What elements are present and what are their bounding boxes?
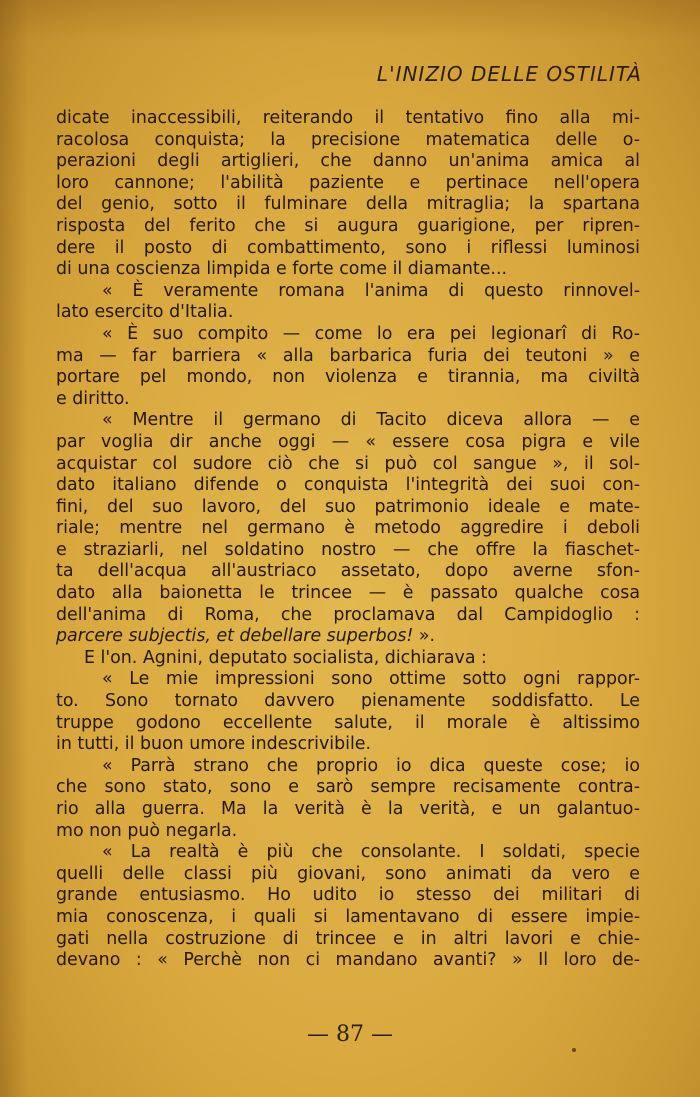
latin-quote-line <box>56 626 640 648</box>
text-line: riale; mentre nel germano è metodo aggredire i deboli <box>56 518 640 539</box>
text-line: E l'on. Agnini, deputato socialista, dichiarava : <box>84 647 487 668</box>
text-line: par voglia dir anche oggi — « essere cosa pigra e vile <box>56 431 640 452</box>
text-line: portare pel mondo, non violenza e tirannia, ma civiltà <box>56 367 640 388</box>
text-line: dicate inaccessibili, reiterando il tentativo fino alla mi- <box>56 108 640 128</box>
text-line: perazioni degli artiglieri, che danno un'anima amica al <box>56 151 640 172</box>
text-line: dato italiano difende o conquista l'integrità dei suoi con- <box>56 475 640 496</box>
text-line: « È veramente romana l'anima di questo rinnovel- <box>102 280 640 301</box>
text-line: fini, del suo lavoro, del suo patrimonio ideale e mate- <box>56 496 640 517</box>
text-line: grande entusiasmo. Ho udito io stesso dei militari di <box>56 885 640 906</box>
text-line: dere il posto di combattimento, sono i riflessi luminosi <box>56 237 640 258</box>
text-line: risposta del ferito che si augura guarigione, per ripren- <box>56 215 640 236</box>
text-line: mia conoscenza, i quali si lamentavano di essere impie- <box>56 906 640 927</box>
page-shadow <box>0 0 28 1097</box>
text-line: to. Sono tornato davvero pienamente soddisfatto. Le <box>56 691 640 712</box>
text-line: dato alla baionetta le trincee — è passato qualche cosa <box>56 583 640 604</box>
text-line: che sono stato, sono e sarò sempre recisamente contra- <box>56 777 640 798</box>
text-line: « Le mie impressioni sono ottime sotto ogni rappor- <box>102 669 640 690</box>
text-line: « Parrà strano che proprio io dica queste cose; io <box>102 755 640 776</box>
text-line: lato esercito d'Italia. <box>56 302 234 323</box>
text-line: racolosa conquista; la precisione matematica delle o- <box>56 129 640 150</box>
latin-quote-close: ». <box>413 626 436 647</box>
text-line: devano : « Perchè non ci mandano avanti? » Il loro de- <box>56 950 640 971</box>
text-line: ta dell'acqua all'austriaco assetato, dopo averne sfon- <box>56 561 640 582</box>
text-line: loro cannone; l'abilità paziente e pertinace nell'opera <box>56 172 640 193</box>
page-shadow-top <box>0 0 700 40</box>
text-line: del genio, sotto il fulminare della mitraglia; la spartana <box>56 194 640 215</box>
text-line: truppe godono eccellente salute, il morale è altissimo <box>56 712 640 733</box>
text-line: ma — far barriera « alla barbarica furia dei teutoni » e <box>56 345 640 366</box>
text-line: di una coscienza limpida e forte come il diamante... <box>56 259 508 280</box>
page-number: — 87 — <box>307 1022 393 1047</box>
text-line: in tutti, il buon umore indescrivibile. <box>56 734 372 755</box>
text-line: quelli delle classi più giovani, sono animati da vero e <box>56 863 640 884</box>
text-line: « È suo compito — come lo era pei legionarî di Ro- <box>102 323 640 344</box>
running-head: L'INIZIO DELLE OSTILITÀ <box>376 62 642 86</box>
body-text <box>56 108 640 972</box>
text-line: dell'anima di Roma, che proclamava dal Campidoglio : <box>56 604 640 625</box>
paper-speck <box>572 1048 576 1052</box>
text-line: mo non può negarla. <box>56 820 238 841</box>
latin-quote: parcere subjectis, et debellare superbos! <box>56 626 414 647</box>
text-line: e straziarli, nel soldatino nostro — che offre la fiaschet- <box>56 539 640 560</box>
text-line: rio alla guerra. Ma la verità è la verità, e un galantuo- <box>56 799 640 819</box>
text-line: acquistar col sudore ciò che si può col sangue », il sol- <box>56 453 640 474</box>
text-line: « La realtà è più che consolante. I soldati, specie <box>102 842 640 863</box>
text-line: gati nella costruzione di trincee e in altri lavori e chie- <box>56 928 640 949</box>
text-line: e diritto. <box>56 388 130 409</box>
text-line: « Mentre il germano di Tacito diceva allora — e <box>102 410 640 431</box>
